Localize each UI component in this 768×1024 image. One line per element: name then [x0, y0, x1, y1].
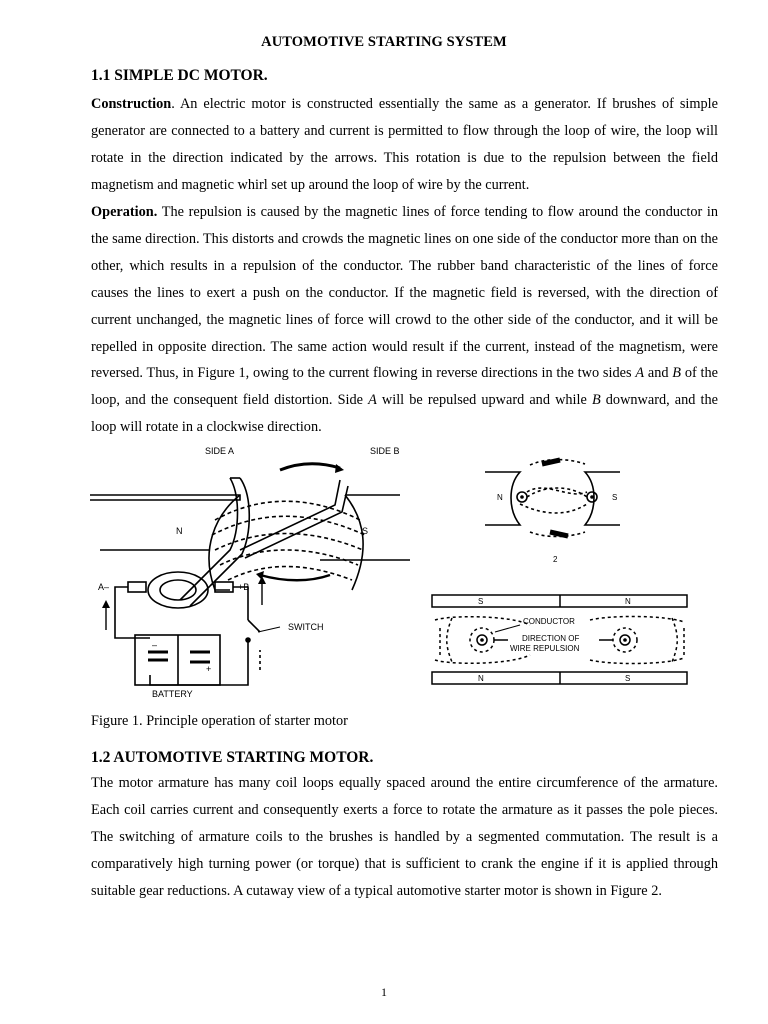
operation-text-3: of the loop, and the consequent field distortion. Side: [91, 365, 719, 409]
starting-motor-paragraph: The motor armature has many coil loops equally spaced around the entire circumference of the armature. Each coil carries current and consequently exerts a force to rotate the armature as it passes the pole pieces. The switching of armature coils to the brushes is handled by a segmented commutation. The result is a comparatively high turning power (or torque) that is sufficient to crank the engine if it is applied through suitable gear reductions. A cutaway view of a typical automotive starter motor is shown in Figure 2.: [91, 775, 718, 899]
label-side-b: SIDE B: [370, 446, 400, 456]
side-a-ref-2: A: [368, 392, 377, 409]
label-s-pole: S: [362, 526, 369, 536]
panel3-label-s-top: S: [478, 597, 484, 606]
section-heading-automotive-starting-motor: 1.2 AUTOMOTIVE STARTING MOTOR.: [91, 749, 374, 766]
operation-text-1: The repulsion is caused by the magnetic lines of force tending to flow around the conductor in the same direction. This distorts and crowds the magnetic lines on one side of the conductor more than on the other, which results in a repulsion of the conductor. The rubber band characteristic of the lines of force causes the lines to exert a push on the conductor. If the magnetic field is reversed, with the direction of current unchanged, the magnetic lines of force will crowd to the other side of the conductor, and it will be repelled in opposite direction. The same action would result if the current, instead of the magnetism, were reversed. Thus, in Figure 1, owing to the current flowing in reverse directions in the two sides: [91, 204, 718, 382]
label-conductor: CONDUCTOR: [523, 617, 575, 626]
dc-motor-arrowheads: [102, 464, 344, 608]
label-battery: BATTERY: [152, 689, 193, 699]
operation-label: Operation.: [91, 204, 158, 220]
panel2-label-n: N: [497, 493, 503, 502]
construction-text: . An electric motor is constructed essentially the same as a generator. If brushes of simple generator are connected to a battery and current is permitted to flow through the loop of wire, the loop will rotate in the direction indicated by the arrows. This rotation is due to the repulsion between the field magnetism and magnetic whirl set up around the loop of wire by the current.: [91, 96, 718, 193]
panel3-label-s-bottom: S: [625, 674, 631, 683]
label-n-pole: N: [176, 526, 183, 536]
panel3-label-n-bottom: N: [478, 674, 484, 683]
section-heading-simple-dc-motor: 1.1 SIMPLE DC MOTOR.: [91, 67, 268, 84]
conductor-dot-left: [520, 495, 524, 499]
side-b-ref: B: [672, 365, 682, 382]
panel-2-diagram: [485, 460, 620, 537]
side-a-ref: A: [635, 365, 645, 382]
panel2-label-s: S: [612, 493, 618, 502]
document-title: AUTOMOTIVE STARTING SYSTEM: [261, 34, 507, 50]
label-direction-of: DIRECTION OF: [522, 634, 580, 643]
figure-1-diagram: [90, 440, 710, 700]
label-a-minus: A–: [98, 582, 110, 592]
panel3-label-n-top: N: [625, 597, 631, 606]
conductor-dot-bottom-right: [623, 638, 627, 642]
switch-leader-line: [258, 627, 280, 632]
operation-text-5: downward, and the loop will rotate in a clockwise direction.: [91, 392, 718, 436]
conductor-dot-bottom-left: [480, 638, 484, 642]
label-battery-minus: –: [152, 640, 158, 650]
operation-paragraph: [91, 199, 718, 441]
operation-text-2: and: [644, 365, 673, 382]
page-number: 1: [381, 985, 387, 999]
panel2-number: 2: [553, 555, 558, 564]
conductor-dot-right: [590, 495, 594, 499]
label-wire-repulsion: WIRE REPULSION: [510, 644, 580, 653]
label-switch: SWITCH: [288, 622, 324, 632]
figure-caption: Figure 1. Principle operation of starter motor: [91, 713, 348, 729]
label-side-a: SIDE A: [205, 446, 235, 456]
dc-motor-drawing: [90, 464, 410, 685]
operation-text-4: will be repulsed upward and while: [376, 392, 592, 409]
label-plus-b: +B: [238, 582, 250, 592]
label-battery-plus: +: [206, 664, 212, 674]
construction-paragraph: [91, 91, 718, 199]
construction-label: Construction: [91, 96, 172, 112]
side-b-ref-2: B: [591, 392, 601, 409]
